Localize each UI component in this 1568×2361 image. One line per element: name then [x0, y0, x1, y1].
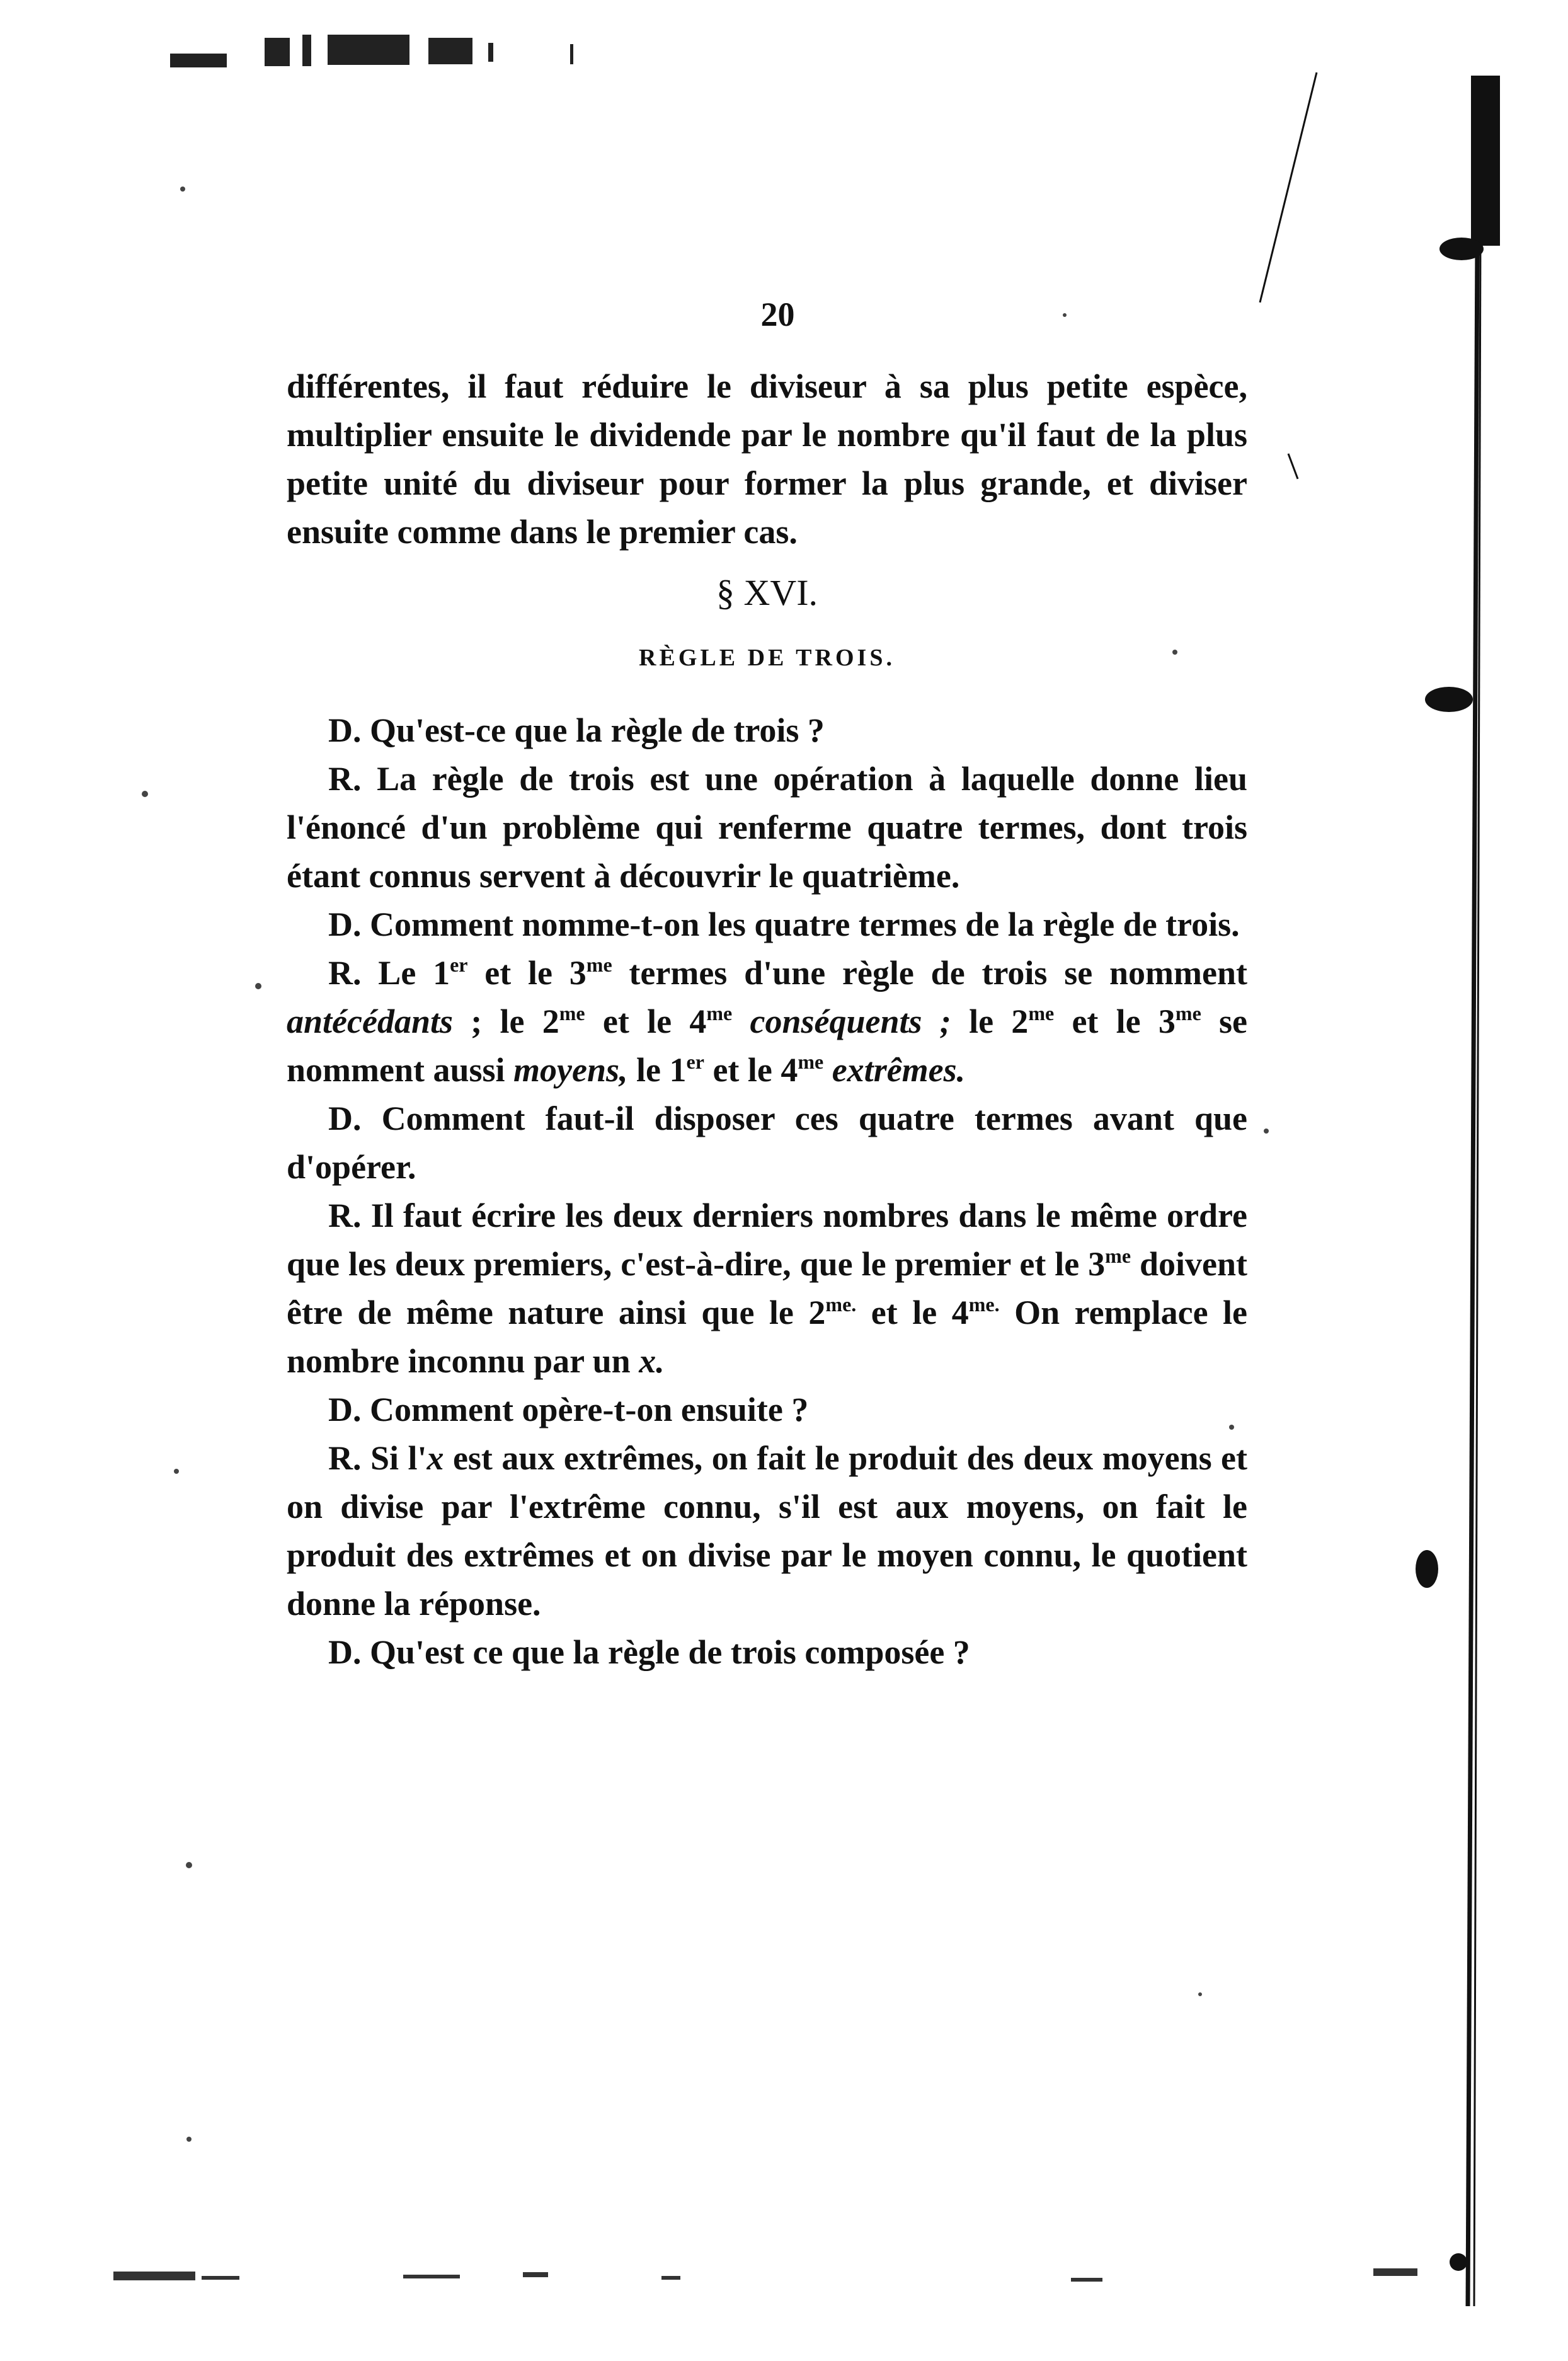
question-text: Comment faut-il disposer ces quatre termes avant que d'opérer.	[287, 1100, 1247, 1186]
variable-x: x.	[639, 1342, 665, 1380]
text-run: ; le 2	[453, 1002, 559, 1040]
text-run: est aux extrêmes, on fait le produit des deux moyens et on divise par l'extrême connu, s'il est aux moyens, on fait le produit des extrêmes et on divise par le moyen connu, le quotient donne la réponse.	[287, 1439, 1248, 1623]
bottom-edge-marks	[113, 2268, 1417, 2282]
ordinal-suffix: me	[559, 1002, 585, 1025]
term-moyens: moyens,	[513, 1051, 628, 1089]
ordinal-suffix: me	[1105, 1244, 1131, 1267]
answer-text	[287, 1197, 1247, 1380]
question-marker: D.	[328, 1100, 362, 1137]
question-5	[287, 1628, 1247, 1677]
question-marker: D.	[328, 711, 362, 749]
term-antecedants: antécédants	[287, 1002, 453, 1040]
question-text: Comment opère-t-on ensuite ?	[370, 1391, 809, 1428]
answer-marker: R.	[328, 760, 362, 798]
text-run	[732, 1002, 750, 1040]
ordinal-suffix: me.	[968, 1293, 1000, 1316]
ordinal-suffix: me	[706, 1002, 733, 1025]
answer-text: La règle de trois est une opération à laquelle donne lieu l'énoncé d'un problème qui renferme quatre termes, dont trois étant connus servent à découvrir le quatrième.	[287, 760, 1247, 895]
question-4	[287, 1386, 1247, 1434]
section-number: § XVI.	[716, 572, 818, 613]
answer-1	[287, 755, 1247, 900]
ordinal-suffix: me.	[825, 1293, 857, 1316]
answer-marker: R.	[328, 1439, 362, 1477]
text-run: Si l'	[370, 1439, 427, 1477]
text-run: le 1	[627, 1051, 687, 1089]
text-run: On remplace le nombre inconnu par un	[287, 1294, 1248, 1380]
answer-text	[287, 954, 1247, 1089]
term-consequents: conséquents ;	[750, 1002, 951, 1040]
text-run: et le 4	[704, 1051, 798, 1089]
answer-2	[287, 949, 1247, 1094]
ordinal-suffix: me	[1175, 1002, 1201, 1025]
text-run: doivent être de même nature ainsi que le 2	[287, 1245, 1247, 1331]
question-3	[287, 1094, 1247, 1192]
ordinal-suffix: er	[686, 1050, 704, 1073]
text-run: et le 4	[856, 1294, 969, 1331]
text-run: Il faut écrire les deux derniers nombres dans le même ordre que les deux premiers, c'est-à-dire, que le premier et le 3	[287, 1197, 1247, 1283]
text-run: et le 4	[585, 1002, 707, 1040]
question-marker: D.	[328, 1633, 362, 1671]
text-run: le 2	[951, 1002, 1029, 1040]
variable-x: x	[426, 1439, 444, 1477]
intro-paragraph: différentes, il faut réduire le diviseur à sa plus petite espèce, multiplier ensuite le dividende par le nombre qu'il faut de la plus petite unité du diviseur pour former la plus grande, et diviser ensuite comme dans le premier cas.	[287, 367, 1247, 551]
answer-marker: R.	[328, 1197, 362, 1234]
question-text: Qu'est-ce que la règle de trois ?	[370, 711, 825, 749]
ordinal-suffix: er	[450, 953, 468, 976]
text-run: et le 3	[1054, 1002, 1176, 1040]
answer-3	[287, 1192, 1247, 1386]
text-run: Le 1	[378, 954, 450, 992]
ordinal-suffix: me	[1028, 1002, 1055, 1025]
section-title: RÈGLE DE TROIS.	[639, 645, 895, 671]
binding-edge	[1260, 72, 1500, 2306]
page-body	[287, 362, 1247, 1677]
answer-text	[287, 1439, 1247, 1623]
answer-marker: R.	[328, 954, 362, 992]
ordinal-suffix: me	[798, 1050, 824, 1073]
question-marker: D.	[328, 905, 362, 943]
text-run	[823, 1051, 832, 1089]
ordinal-suffix: me	[586, 953, 612, 976]
question-marker: D.	[328, 1391, 362, 1428]
term-extremes: extrêmes.	[832, 1051, 966, 1089]
question-text: Comment nomme-t-on les quatre termes de la règle de trois.	[370, 905, 1240, 943]
page-number: 20	[760, 296, 795, 333]
text-run: termes d'une règle de trois se nomment	[612, 954, 1247, 992]
question-text: Qu'est ce que la règle de trois composée ?	[370, 1633, 970, 1671]
question-2	[287, 900, 1247, 949]
top-edge-marks	[170, 35, 573, 67]
answer-4	[287, 1434, 1247, 1628]
text-run: se nomment aussi	[287, 1002, 1248, 1089]
question-1	[287, 706, 1247, 755]
text-run: et le 3	[467, 954, 587, 992]
